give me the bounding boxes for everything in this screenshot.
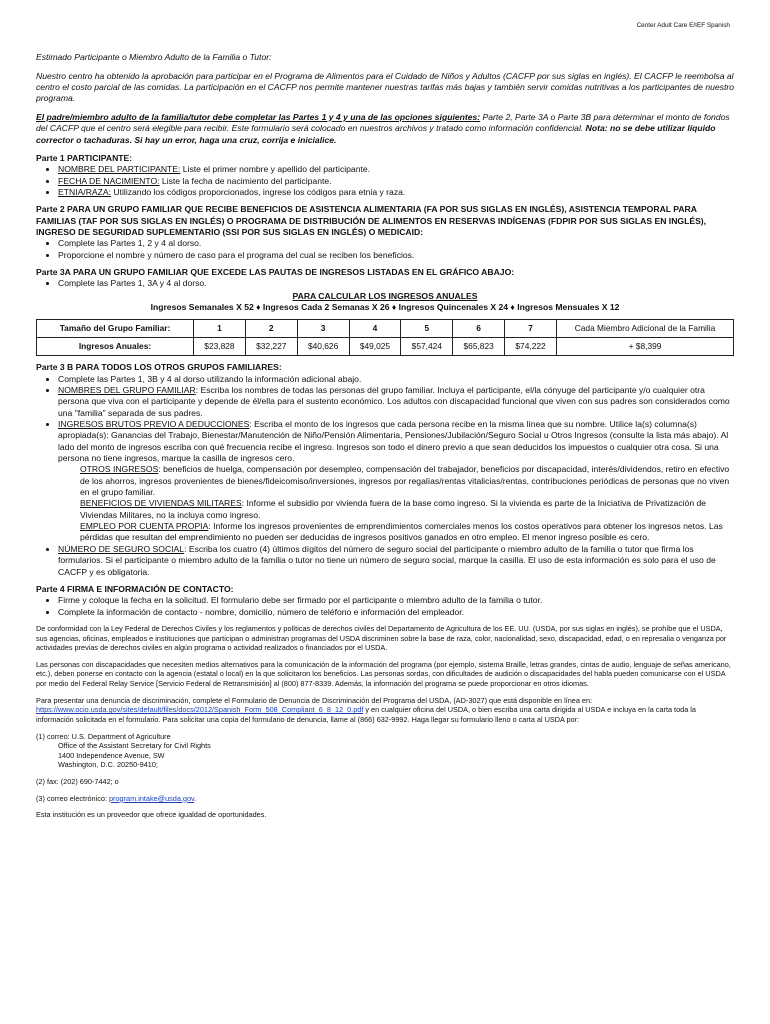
term: NOMBRE DEL PARTICIPANTE:	[58, 164, 181, 175]
term: OTROS INGRESOS	[80, 464, 159, 475]
term: EMPLEO POR CUENTA PROPIA	[80, 521, 209, 532]
instructions-note: Nota: no se debe utilizar líquido corrector o tachaduras. Si hay un error, haga una cruz, corrija e inicialice.	[36, 123, 716, 145]
part2-title: Parte 2 PARA UN GRUPO FAMILIAR QUE RECIBE BENEFICIOS DE ASISTENCIA ALIMENTARIA (FA POR SUS SIGLAS EN INGLÉS), ASISTENCIA TEMPORAL PARA FAMILIAS (TAF POR SUS SIGLAS EN INGLÉS) O PROGRAMA DE DISTRIBUCIÓN DE ALIMENTOS EN RESERVAS INDÍGENAS (FDPIR POR SUS SIGLAS EN INGLÉS), INGRESO DE SEGURIDAD SUPLEMENTARIO (SSI POR SUS SIGLAS EN INGLÉS) O MEDICAID:	[36, 204, 707, 237]
annual-income-label: Ingresos Anuales:	[37, 338, 194, 356]
military-housing-note	[58, 498, 734, 521]
additional-member-value: + $8,399	[557, 338, 734, 356]
term-text: Liste la fecha de nacimiento del participante.	[159, 175, 332, 186]
legal-paragraph	[36, 696, 734, 725]
equal-opportunity-statement: Esta institución es un proveedor que ofrece igualdad de oportunidades.	[36, 810, 267, 820]
legal-paragraph: De conformidad con la Ley Federal de Derechos Civiles y los reglamentos y políticas de derechos civiles del Departamento de Agricultura de los EE. UU. (USDA, por sus siglas en inglés), se prohíbe que el USDA, sus agencias, oficinas, empleados e instituciones que participan o administran programas del USDA discriminen sobre la base de raza, color, nacionalidad, sexo, discapacidad, edad, o en represalia o venganza por actividades previas de derechos civiles en algún programa o actividad realizados o financiados por el USDA.	[36, 623, 727, 653]
table-row	[37, 320, 734, 338]
term-text: : Escriba los cuatro (4) últimos dígitos del número de seguro social del participante o miembro adulto de la familia o tutor que firma los formularios. Si el participante o miembro adulto de la familia o tutor no tiene un número de seguro social, marque la casilla. El uso de esta información es solo para el uso de CACFP y es obligatoria.	[58, 543, 716, 577]
list-item: • Firme y coloque la fecha en la solicitud. El formulario debe ser firmado por el participante o miembro adulto de la familia o tutor.	[58, 595, 734, 606]
fax-option: (2) fax: (202) 690-7442; o	[36, 777, 119, 787]
complaint-form-link[interactable]: https://www.ocio.usda.gov/sites/default/files/docs/2012/Spanish_Form_508_Compliant_6_8_12_0.pdf	[36, 705, 364, 715]
calc-title: PARA CALCULAR LOS INGRESOS ANUALES	[292, 290, 478, 301]
income-guidelines-table	[36, 319, 734, 356]
table-cell: $74,222	[505, 338, 557, 356]
term: INGRESOS BRUTOS PREVIO A DEDUCCIONES	[58, 419, 250, 430]
list-item: • Proporcione el nombre y número de caso para el programa del cual se reciben los beneficios.	[58, 250, 734, 261]
table-cell: $23,828	[194, 338, 246, 356]
self-employment-note	[58, 521, 734, 544]
table-cell: 1	[194, 320, 246, 338]
legal-text: y en cualquier oficina del USDA, o bien escriba una carta dirigida al USDA e incluya en la carta toda la información solicitada en el formulario. Para solicitar una copia del formulario de denuncia, llame al (866) 632-9992. Haga llegar su formulario lleno o carta al USDA por:	[36, 705, 696, 724]
salutation: Estimado Participante o Miembro Adulto de la Familia o Tutor:	[36, 52, 272, 63]
term-text: : Informe los ingresos provenientes de emprendimientos comerciales menos los costos operativos para obtener los ingresos netos. Las pérdidas que resultan del emprendimiento no pueden ser deducidas de ingresos positivos ganados en otro empleo. El menor ingreso posible es cero.	[80, 521, 723, 543]
intro-paragraph: Nuestro centro ha obtenido la aprobación para participar en el Programa de Alimentos para el Cuidado de Niños y Adultos (CACFP por sus siglas en inglés). El CACFP le reembolsa al centro el costo parcial de las comidas. La participación en el CACFP nos permite mantener nuestras tarifas más bajas y también servir comidas nutritivas a los participantes de nuestro programa.	[36, 70, 735, 104]
calc-formula: Ingresos Semanales X 52 ♦ Ingresos Cada 2 Semanas X 26 ♦ Ingresos Quincenales X 24 ♦ Ingresos Mensuales X 12	[150, 301, 620, 312]
term-text: Utilizando los códigos proporcionados, ingrese los códigos para etnia y raza.	[111, 186, 406, 197]
part4-title: Parte 4 FIRMA E INFORMACIÓN DE CONTACTO:	[36, 583, 234, 594]
table-cell: 3	[297, 320, 349, 338]
table-cell: 2	[245, 320, 297, 338]
table-cell: $49,025	[349, 338, 401, 356]
address-line: Office of the Assistant Secretary for Civil Rights	[58, 741, 211, 751]
part2-list	[36, 238, 734, 261]
email-link[interactable]: program.intake@usda.gov	[109, 793, 195, 803]
term-text: : beneficios de huelga, compensación por desempleo, compensación del trabajador, beneficios por discapacidad, interés/dividendos, retiro en efectivo de los ahorros, ingresos provenientes de bienes/fideicomiso/inversiones, ingresos por regalías/rentas vitalicias/rentas, contribuciones periódicas de personas que no viven en el grupo familiar.	[80, 464, 730, 498]
instructions-body: Parte 2, Parte 3A o Parte 3B para determinar el monto de fondos del CACFP que el centro será elegible para recibir. Este formulario será colocado en nuestros archivos y tratado como información confidencial.	[36, 111, 730, 134]
table-cell: 4	[349, 320, 401, 338]
term: NÚMERO DE SEGURO SOCIAL	[58, 543, 185, 554]
additional-member-label: Cada Miembro Adicional de la Familia	[557, 320, 734, 338]
part4-list	[36, 595, 734, 618]
list-item: • Complete las Partes 1, 3A y 4 al dorso.	[58, 278, 734, 289]
list-item	[58, 385, 734, 419]
table-cell: 5	[401, 320, 453, 338]
part3a-list	[36, 278, 734, 289]
instructions-paragraph	[36, 112, 734, 146]
part1-list	[36, 164, 734, 198]
legal-paragraph: Las personas con discapacidades que necesiten medios alternativos para la comunicación de la información del programa (por ejemplo, sistema Braille, letras grandes, cintas de audio, lenguaje de señas americano, etc.), deben ponerse en contacto con la agencia (estatal o local) en la que solicitaron los beneficios. Las personas sordas, con dificultades de audición o discapacidades del habla pueden comunicarse con el USDA por medio del Federal Relay Service [Servicio Federal de Retransmisión] al (800) 877-8339. Además, la información del programa se puede proporcionar en otros idiomas.	[36, 659, 731, 689]
term: NOMBRES DEL GRUPO FAMILIAR	[58, 385, 196, 396]
email-option	[36, 794, 734, 804]
nondiscrimination-statement	[36, 624, 734, 820]
part3a-title: Parte 3A PARA UN GRUPO FAMILIAR QUE EXCEDE LAS PAUTAS DE INGRESOS LISTADAS EN EL GRÁFICO ABAJO:	[36, 266, 515, 277]
email-end: .	[194, 793, 197, 803]
list-item	[58, 176, 734, 187]
part3b-title: Parte 3 B PARA TODOS LOS OTROS GRUPOS FAMILIARES:	[36, 362, 282, 373]
table-row	[37, 338, 734, 356]
list-item	[58, 544, 734, 578]
form-header-code: Center Adult Care E/IEF Spanish	[636, 22, 730, 29]
term-text: Liste el primer nombre y apellido del participante.	[180, 164, 371, 175]
address-line: Washington, D.C. 20250-9410;	[58, 760, 158, 770]
term: FECHA DE NACIMIENTO:	[58, 175, 160, 186]
table-cell: $65,823	[453, 338, 505, 356]
table-cell: 7	[505, 320, 557, 338]
list-item: • Complete las Partes 1, 2 y 4 al dorso.	[58, 238, 734, 249]
list-item	[58, 164, 734, 175]
term-text: : Informe el subsidio por vivienda fuera de la base como ingreso. Si la vivienda es parte de la Iniciativa de Privatización de Viviendas Militares, no la incluya como ingreso.	[80, 498, 707, 520]
list-item: • Complete las Partes 1, 3B y 4 al dorso utilizando la información adicional abajo.	[58, 374, 734, 385]
list-item: • Complete la información de contacto - nombre, domicilio, número de teléfono e información del empleador.	[58, 607, 734, 618]
list-item	[58, 419, 734, 544]
list-item	[58, 187, 734, 198]
instructions-lead: El padre/miembro adulto de la familia/tutor debe completar las Partes 1 y 4 y una de las opciones siguientes:	[36, 111, 481, 122]
table-cell: $32,227	[245, 338, 297, 356]
term-text: : Escriba el monto de los ingresos que cada persona recibe en la misma línea que su nombre. Utilice la(s) columna(s) apropiada(s): Ganancias del Trabajo, Bienestar/Manutención de Niño/Pensión Alimentaria, Pensiones/Jubilación/Seguro Social u Otros Ingresos (consulte la lista más abajo). Al lado del monto de ingresos escriba con qué frecuencia recibe el ingreso. Ingresos son todo el dinero previo a que sean deducidos los impuestos o cualquier otra cosa. Si una persona no tiene ingresos, marque la casilla de ingresos cero.	[58, 419, 729, 464]
address-line: 1400 Independence Avenue, SW	[58, 750, 165, 760]
part3b-list	[36, 374, 734, 578]
legal-text: Para presentar una denuncia de discriminación, complete el Formulario de Denuncia de Discriminación del Programa del USDA, (AD-3027) que está disponible en línea en:	[36, 695, 593, 705]
email-label: (3) correo electrónico:	[36, 793, 109, 803]
household-size-label: Tamaño del Grupo Familiar:	[37, 320, 194, 338]
table-cell: $57,424	[401, 338, 453, 356]
part1-title: Parte 1 PARTICIPANTE:	[36, 152, 133, 163]
table-cell: 6	[453, 320, 505, 338]
term: ETNIA/RAZA:	[58, 186, 112, 197]
mail-address	[36, 741, 734, 770]
table-cell: $40,626	[297, 338, 349, 356]
term: BENEFICIOS DE VIVIENDAS MILITARES	[80, 498, 242, 509]
term-text: : Escriba los nombres de todas las personas del grupo familiar. Incluya el participante, el/la cónyuge del participante y/o cualquier otra persona que viva con el participante y depende de él/ella para el sustento económico. Los adultos con discapacidad funcional que viven con sus padres son considerados como una "familia" separada de sus padres.	[58, 385, 730, 418]
mail-option: (1) correo: U.S. Department of Agriculture	[36, 731, 171, 741]
other-income-note	[58, 464, 734, 498]
